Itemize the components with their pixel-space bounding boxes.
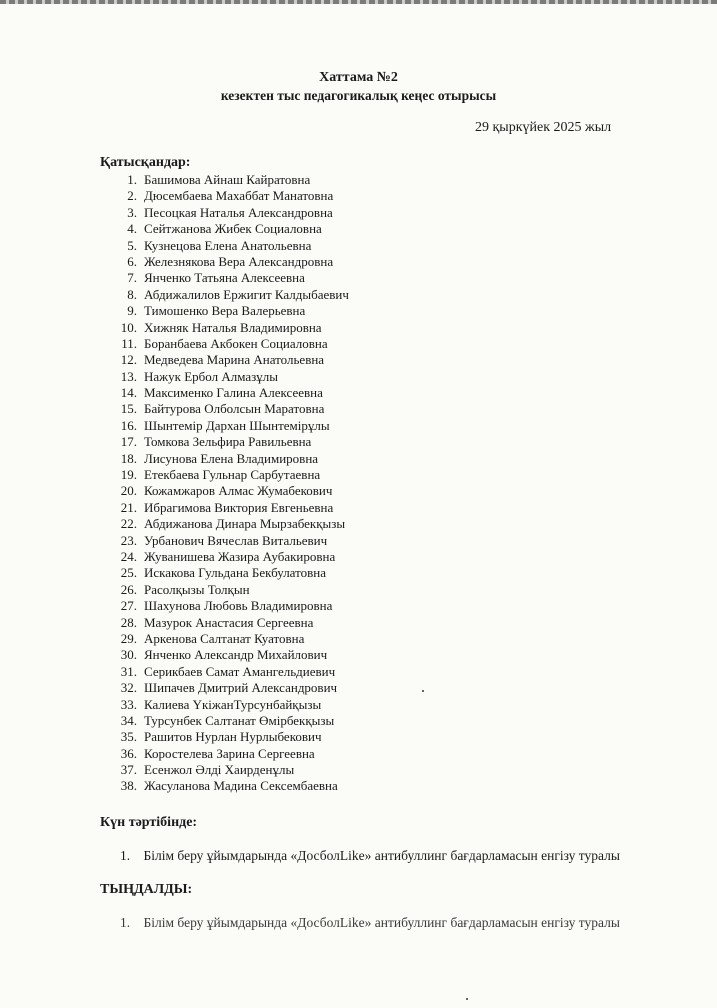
participant-number: 4. (127, 221, 137, 237)
agenda-item-number: 1. (120, 848, 131, 863)
participant-number: 18. (120, 450, 137, 466)
participant-number: 23. (120, 532, 137, 548)
participant-name: Медведева Марина Анатольевна (144, 352, 325, 368)
participant-number: 8. (127, 286, 137, 302)
participant-name: Калиева ҮкіжанТурсунбайқызы (144, 696, 322, 712)
participant-name: Есенжол Әлді Хаирденұлы (144, 762, 295, 778)
participant-number: 2. (127, 188, 137, 204)
participant-name: Томкова Зельфира Равильевна (144, 434, 312, 450)
participant-number: 30. (120, 647, 137, 663)
participant-name: Абдижанова Динара Мырзабекқызы (144, 516, 346, 532)
participants-list (108, 172, 349, 795)
participant-number: 9. (127, 303, 137, 319)
participant-item (108, 205, 349, 221)
participant-number: 36. (120, 745, 137, 761)
listened-heading: ТЫҢДАЛДЫ: (100, 882, 193, 897)
participant-item (108, 664, 349, 680)
participant-name: Железнякова Вера Александровна (144, 253, 334, 269)
participant-number: 24. (120, 548, 137, 564)
participant-number: 16. (120, 417, 137, 433)
scan-speck (422, 690, 424, 692)
participant-name: Кузнецова Елена Анатольевна (144, 237, 312, 253)
participant-item (108, 172, 349, 188)
listened-item-text: Білім беру ұйымдарында «ДосболLike» антибуллинг бағдарламасын енгізу туралы (143, 915, 620, 930)
participant-item (108, 697, 349, 713)
participant-name: Максименко Галина Алексеевна (144, 385, 323, 401)
participant-number: 19. (120, 467, 137, 483)
participant-number: 12. (120, 352, 137, 368)
participant-name: Серикбаев Самат Амангельдиевич (144, 663, 336, 679)
participant-number: 29. (120, 630, 137, 646)
participant-number: 15. (120, 401, 137, 417)
participant-number: 20. (120, 483, 137, 499)
participant-item (108, 303, 349, 319)
participant-item (108, 434, 349, 450)
participant-number: 32. (120, 680, 137, 696)
participant-item (108, 582, 349, 598)
participant-item (108, 270, 349, 286)
listened-item (120, 915, 620, 931)
participant-number: 38. (120, 778, 137, 794)
participant-item (108, 483, 349, 499)
participant-item (108, 631, 349, 647)
participant-number: 35. (120, 729, 137, 745)
participant-name: Янченко Татьяна Алексеевна (144, 270, 305, 286)
participant-number: 10. (120, 319, 137, 335)
participant-item (108, 516, 349, 532)
participant-number: 28. (120, 614, 137, 630)
participant-number: 14. (120, 385, 137, 401)
participant-number: 3. (127, 204, 137, 220)
participant-name: Лисунова Елена Владимировна (144, 450, 319, 466)
participant-item (108, 352, 349, 368)
participant-number: 22. (120, 516, 137, 532)
participant-name: Ибрагимова Виктория Евгеньевна (144, 499, 334, 515)
participant-name: Кожамжаров Алмас Жумабекович (144, 483, 333, 499)
participant-item (108, 451, 349, 467)
participant-item (108, 762, 349, 778)
participant-number: 25. (120, 565, 137, 581)
participant-item (108, 598, 349, 614)
participant-name: Шипачев Дмитрий Александрович (144, 680, 338, 696)
participant-name: Мазурок Анастасия Сергеевна (144, 614, 314, 630)
participant-item (108, 500, 349, 516)
participant-item (108, 565, 349, 581)
participant-name: Хижняк Наталья Владимировна (144, 319, 322, 335)
participant-item (108, 729, 349, 745)
participant-item (108, 549, 349, 565)
participant-number: 5. (127, 237, 137, 253)
participant-name: Коростелева Зарина Сергеевна (144, 745, 315, 761)
participant-item (108, 320, 349, 336)
participant-name: Шынтемір Дархан Шынтемірұлы (144, 417, 330, 433)
participant-number: 21. (120, 499, 137, 515)
participant-item (108, 369, 349, 385)
participant-name: Шахунова Любовь Владимировна (144, 598, 333, 614)
participant-name: Абдижалилов Ержигит Калдыбаевич (144, 286, 349, 302)
participant-item (108, 336, 349, 352)
participant-number: 11. (121, 335, 137, 351)
participant-name: Дюсембаева Махаббат Манатовна (144, 188, 334, 204)
participant-item (108, 188, 349, 204)
participant-name: Аркенова Салтанат Куатовна (144, 630, 305, 646)
participant-name: Жуванишева Жазира Аубакировна (144, 548, 336, 564)
participant-item (108, 221, 349, 237)
participant-number: 1. (127, 172, 137, 187)
participant-number: 6. (127, 253, 137, 269)
participant-item (108, 254, 349, 270)
participant-item (108, 746, 349, 762)
document-subtitle: кезектен тыс педагогикалық кеңес отырысы (220, 88, 497, 103)
listened-item-number: 1. (120, 915, 131, 930)
participant-name: Байтурова Олболсын Маратовна (144, 401, 325, 417)
participant-item (108, 385, 349, 401)
participant-number: 27. (120, 598, 137, 614)
document-title: Хаттама №2 (319, 70, 398, 85)
document-date: 29 қыркүйек 2025 жыл (475, 120, 612, 135)
participant-item (108, 467, 349, 483)
participant-item (108, 533, 349, 549)
participant-name: Турсунбек Салтанат Өмірбекқызы (144, 712, 335, 728)
participant-item (108, 778, 349, 794)
participant-number: 13. (120, 368, 137, 384)
participant-number: 34. (120, 712, 137, 728)
agenda-heading: Күн тәртібінде: (100, 815, 198, 830)
participant-number: 33. (120, 696, 137, 712)
participant-number: 37. (120, 762, 137, 778)
participant-name: Башимова Айнаш Кайратовна (144, 172, 311, 187)
participant-name: Урбанович Вячеслав Витальевич (144, 532, 328, 548)
participant-name: Сейтжанова Жибек Социаловна (144, 221, 322, 237)
participant-number: 26. (120, 581, 137, 597)
participants-heading: Қатысқандар: (100, 155, 191, 170)
scan-speck (466, 998, 468, 1000)
participant-name: Боранбаева Акбокен Социаловна (144, 335, 328, 351)
participant-name: Нажук Ербол Алмазұлы (144, 368, 278, 384)
participant-item (108, 680, 349, 696)
participant-number: 7. (127, 270, 137, 286)
participant-item (108, 238, 349, 254)
participant-number: 31. (120, 663, 137, 679)
participant-name: Песоцкая Наталья Александровна (144, 204, 333, 220)
participant-name: Рашитов Нурлан Нурлыбекович (144, 729, 322, 745)
participant-number: 17. (120, 434, 137, 450)
participant-item (108, 287, 349, 303)
participant-item (108, 615, 349, 631)
participant-item (108, 647, 349, 663)
participant-item (108, 418, 349, 434)
participant-name: Расолқызы Толқын (144, 581, 250, 597)
participant-item (108, 713, 349, 729)
participant-name: Тимошенко Вера Валерьевна (144, 303, 306, 319)
participant-name: Янченко Александр Михайлович (144, 647, 328, 663)
participant-name: Етекбаева Гульнар Сарбутаевна (144, 467, 321, 483)
agenda-item-text: Білім беру ұйымдарында «ДосболLike» антибуллинг бағдарламасын енгізу туралы (143, 848, 620, 863)
agenda-item (120, 848, 620, 864)
participant-name: Искакова Гульдана Бекбулатовна (144, 565, 326, 581)
participant-item (108, 401, 349, 417)
scan-top-edge (0, 0, 717, 4)
participant-name: Жасуланова Мадина Сексембаевна (144, 778, 338, 794)
